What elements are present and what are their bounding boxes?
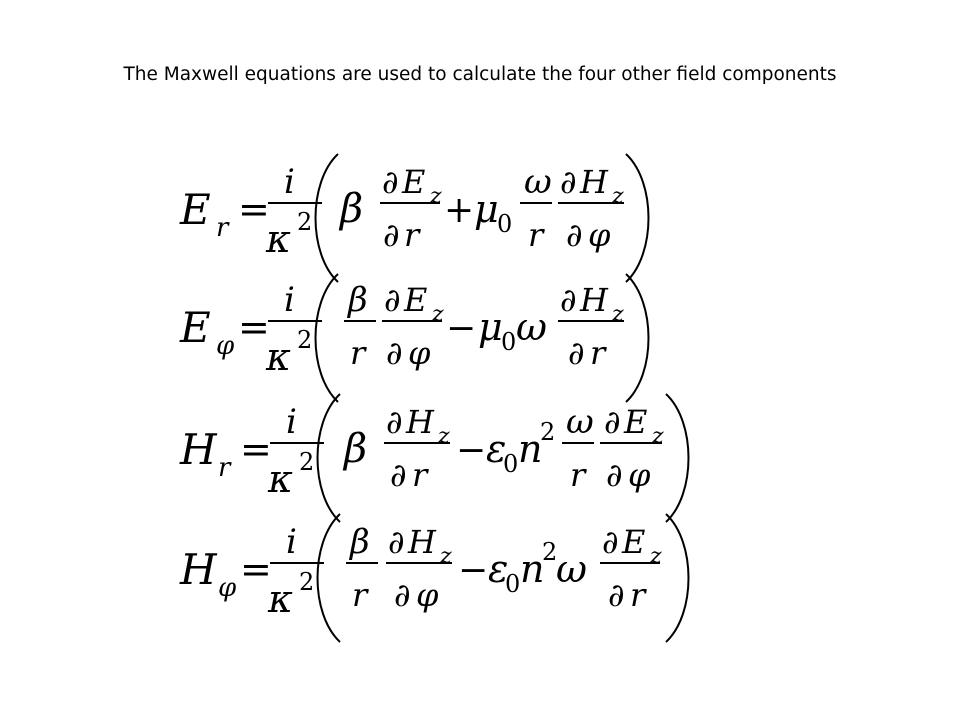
svg-text:φ: φ [408,334,431,372]
svg-text:β: β [340,186,364,232]
equation-h-r [179,394,689,522]
svg-text:2: 2 [299,448,315,476]
svg-text:H: H [580,281,608,319]
svg-text:β: β [348,280,368,320]
svg-text:φ: φ [416,576,439,614]
svg-text:r: r [218,453,231,483]
svg-text:κ: κ [266,217,291,261]
svg-text:=: = [240,427,272,471]
svg-text:∂: ∂ [386,403,403,441]
svg-text:=: = [238,187,270,231]
svg-text:r: r [412,456,428,494]
svg-text:∂: ∂ [568,334,585,372]
svg-text:κ: κ [268,577,293,621]
svg-text:ω: ω [524,162,552,202]
svg-text:2: 2 [297,208,313,236]
svg-text:2: 2 [542,538,558,566]
svg-text:φ: φ [588,216,611,254]
svg-text:φ: φ [216,331,235,361]
svg-text:κ: κ [268,457,293,501]
svg-text:κ: κ [266,335,291,379]
svg-text:∂: ∂ [388,523,405,561]
svg-text:r: r [404,216,420,254]
svg-text:=: = [240,547,272,591]
svg-text:∂: ∂ [384,281,401,319]
svg-text:E: E [180,303,211,352]
equation-h-phi [179,514,689,642]
svg-text:H: H [580,163,608,201]
svg-text:E: E [624,403,648,441]
svg-text:0: 0 [505,570,521,598]
svg-text:E: E [180,185,211,234]
equation-e-phi [179,274,649,402]
svg-text:H: H [180,545,217,594]
svg-text:z: z [612,184,624,209]
svg-text:z: z [612,302,624,327]
svg-text:∂: ∂ [382,163,399,201]
svg-text:∂: ∂ [394,576,411,614]
svg-text:−: − [446,308,477,349]
svg-text:H: H [406,403,434,441]
svg-text:∂: ∂ [566,216,583,254]
svg-text:0: 0 [497,210,513,238]
svg-text:=: = [238,305,270,349]
svg-text:r: r [352,576,368,614]
svg-text:∂: ∂ [390,456,407,494]
svg-text:2: 2 [299,568,315,596]
svg-text:+: + [444,190,475,231]
svg-text:0: 0 [501,328,517,356]
svg-text:0: 0 [503,450,519,478]
equation-e-r [179,154,649,282]
svg-text:r: r [570,456,586,494]
svg-text:φ: φ [628,456,651,494]
svg-text:z: z [438,424,450,449]
svg-text:∂: ∂ [386,334,403,372]
svg-text:∂: ∂ [560,281,577,319]
svg-text:ω: ω [556,547,587,591]
svg-text:2: 2 [540,418,556,446]
svg-text:r: r [216,213,229,243]
svg-text:H: H [180,425,217,474]
svg-text:ω: ω [566,402,594,442]
svg-text:z: z [650,544,662,569]
svg-text:r: r [630,576,646,614]
svg-text:H: H [408,523,436,561]
svg-text:r: r [350,334,366,372]
svg-text:E: E [402,163,426,201]
svg-text:∂: ∂ [602,523,619,561]
svg-text:2: 2 [297,326,313,354]
svg-text:i: i [286,402,297,442]
svg-text:β: β [344,426,368,472]
svg-text:ε: ε [488,547,509,591]
svg-text:μ: μ [478,305,503,349]
svg-text:−: − [458,550,489,591]
svg-text:n: n [520,547,545,591]
svg-text:z: z [652,424,664,449]
svg-text:E: E [404,281,428,319]
svg-text:i: i [284,162,295,202]
svg-text:z: z [440,544,452,569]
svg-text:∂: ∂ [606,456,623,494]
svg-text:β: β [350,522,370,562]
svg-text:∂: ∂ [604,403,621,441]
slide-caption: The Maxwell equations are used to calculate the four other field components [123,64,837,85]
svg-text:∂: ∂ [560,163,577,201]
svg-text:ω: ω [516,305,547,349]
svg-text:E: E [622,523,646,561]
svg-text:r: r [590,334,606,372]
svg-text:ε: ε [486,427,507,471]
svg-text:n: n [518,427,543,471]
svg-text:i: i [284,280,295,320]
svg-text:z: z [432,302,444,327]
svg-text:i: i [286,522,297,562]
svg-text:μ: μ [474,187,499,231]
svg-text:∂: ∂ [608,576,625,614]
svg-text:φ: φ [218,573,237,603]
svg-text:∂: ∂ [383,216,400,254]
svg-text:r: r [528,216,544,254]
svg-text:−: − [456,430,487,471]
svg-text:z: z [430,184,442,209]
